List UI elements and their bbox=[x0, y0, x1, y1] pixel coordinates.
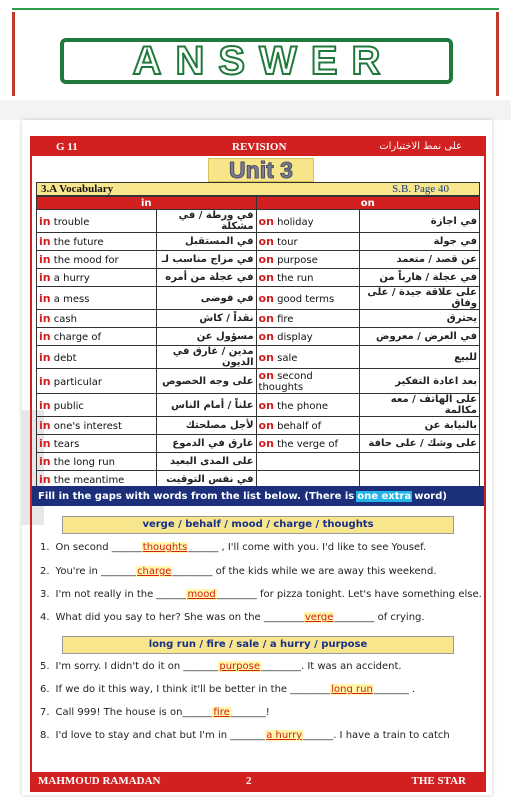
on-keyword: on bbox=[258, 312, 274, 325]
page-header bbox=[32, 138, 484, 156]
on-phrase-cell bbox=[256, 453, 360, 471]
in-arabic-meaning: في ورطة / في مشكلة bbox=[156, 210, 256, 233]
worksheet-page bbox=[22, 120, 492, 795]
question-item bbox=[40, 730, 450, 741]
on-phrase-cell bbox=[256, 269, 360, 287]
in-phrase-cell bbox=[37, 310, 157, 328]
instruction-text: Fill in the gaps with words from the list below. (There is bbox=[38, 490, 355, 502]
worksheet-frame bbox=[30, 136, 486, 792]
on-phrase-cell bbox=[256, 287, 360, 310]
on-phrase: tour bbox=[277, 237, 298, 248]
question-text-after: ______ , I'll come with you. I'd like to see Yousef. bbox=[188, 542, 427, 553]
on-arabic-meaning: يحترق bbox=[360, 310, 480, 328]
on-arabic-meaning: للبيع bbox=[360, 346, 480, 369]
instruction-text-end: word) bbox=[414, 490, 447, 502]
answer-word: purpose bbox=[219, 661, 260, 672]
on-keyword: on bbox=[258, 330, 274, 343]
table-row bbox=[37, 251, 480, 269]
on-phrase: display bbox=[277, 332, 313, 343]
in-phrase: debt bbox=[53, 352, 77, 364]
on-arabic-meaning: على الهاتف / معه مكالمة bbox=[360, 394, 480, 417]
in-arabic-meaning: غارق في الدموع bbox=[156, 435, 256, 453]
question-number: 6. bbox=[40, 684, 50, 695]
on-phrase-cell bbox=[256, 328, 360, 346]
question-number: 1. bbox=[40, 542, 50, 553]
table-row bbox=[37, 453, 480, 471]
question-item bbox=[40, 684, 415, 695]
in-arabic-meaning: علناً / أمام الناس bbox=[156, 394, 256, 417]
in-phrase-cell bbox=[37, 269, 157, 287]
in-phrase: a mess bbox=[53, 293, 90, 305]
question-text-before: On second ______ bbox=[55, 542, 142, 553]
grade-label: G 11 bbox=[56, 141, 78, 153]
in-phrase-cell bbox=[37, 251, 157, 269]
in-arabic-meaning: مسؤول عن bbox=[156, 328, 256, 346]
in-keyword: in bbox=[39, 437, 51, 450]
in-phrase-cell bbox=[37, 417, 157, 435]
question-number: 7. bbox=[40, 707, 50, 718]
answer-word: fire bbox=[213, 707, 230, 718]
on-arabic-meaning: بالنيابة عن bbox=[360, 417, 480, 435]
on-phrase-cell bbox=[256, 346, 360, 369]
word-list-1: verge / behalf / mood / charge / thoughts bbox=[62, 516, 454, 534]
table-row bbox=[37, 233, 480, 251]
question-text-after: ________ of the kids while we are away this weekend. bbox=[172, 566, 437, 577]
in-phrase: charge of bbox=[53, 332, 102, 343]
question-item bbox=[40, 612, 425, 623]
in-phrase: the mood for bbox=[53, 255, 119, 266]
on-phrase-cell bbox=[256, 310, 360, 328]
on-phrase: the verge of bbox=[277, 439, 339, 450]
revision-label: REVISION bbox=[232, 141, 287, 153]
in-arabic-meaning: نقداً / كاش bbox=[156, 310, 256, 328]
on-keyword: on bbox=[258, 235, 274, 248]
question-item bbox=[40, 661, 402, 672]
on-phrase: the run bbox=[277, 273, 314, 284]
on-keyword: on bbox=[258, 398, 274, 412]
in-phrase: one's interest bbox=[53, 421, 122, 432]
table-row bbox=[37, 269, 480, 287]
on-keyword: on bbox=[258, 291, 274, 305]
in-phrase: a hurry bbox=[53, 273, 90, 284]
question-text-before: If we do it this way, I think it'll be better in the ________ bbox=[55, 684, 331, 695]
in-phrase: public bbox=[53, 400, 84, 412]
question-number: 2. bbox=[40, 566, 50, 577]
question-text-after: _______ . bbox=[373, 684, 416, 695]
answer-word: charge bbox=[137, 566, 172, 577]
vocabulary-label: 3.A Vocabulary bbox=[41, 183, 114, 195]
in-phrase: trouble bbox=[53, 216, 90, 228]
in-keyword: in bbox=[39, 455, 51, 468]
table-row bbox=[37, 394, 480, 417]
author-name: MAHMOUD RAMADAN bbox=[38, 775, 161, 787]
table-row bbox=[37, 369, 480, 394]
on-phrase-cell bbox=[256, 251, 360, 269]
table-row bbox=[37, 287, 480, 310]
question-item bbox=[40, 542, 426, 553]
question-text-before: I'm sorry. I didn't do it on _______ bbox=[55, 661, 219, 672]
on-keyword: on bbox=[258, 437, 274, 450]
in-keyword: in bbox=[39, 291, 51, 305]
on-keyword: on bbox=[258, 419, 274, 432]
question-text-after: ________ for pizza tonight. Let's have something else. bbox=[216, 589, 482, 600]
answer-word: a hurry bbox=[266, 730, 303, 741]
in-keyword: in bbox=[39, 214, 51, 228]
on-keyword: on bbox=[258, 350, 274, 364]
question-number: 8. bbox=[40, 730, 50, 741]
answer-word: thoughts bbox=[142, 542, 188, 553]
on-phrase-cell bbox=[256, 210, 360, 233]
question-number: 5. bbox=[40, 661, 50, 672]
on-keyword: on bbox=[258, 214, 274, 228]
on-phrase: good terms bbox=[277, 293, 335, 305]
on-arabic-meaning: في عجلة / هارباً من bbox=[360, 269, 480, 287]
answer-title: ANSWER bbox=[132, 38, 395, 83]
on-phrase-cell bbox=[256, 369, 360, 394]
on-keyword: on bbox=[258, 271, 274, 284]
page-gap bbox=[0, 100, 511, 120]
question-item bbox=[40, 589, 482, 600]
on-phrase-cell bbox=[256, 417, 360, 435]
in-keyword: in bbox=[39, 374, 51, 388]
question-text-before: You're in _______ bbox=[55, 566, 137, 577]
in-arabic-meaning: في مزاج مناسب لـ bbox=[156, 251, 256, 269]
page-number: 2 bbox=[246, 775, 252, 787]
question-item bbox=[40, 707, 270, 718]
answer-word: mood bbox=[187, 589, 216, 600]
on-phrase: holiday bbox=[277, 216, 314, 228]
in-keyword: in bbox=[39, 473, 51, 486]
in-phrase: cash bbox=[53, 314, 77, 325]
question-text-before: What did you say to her? She was on the ________ bbox=[55, 612, 304, 623]
on-phrase-cell bbox=[256, 435, 360, 453]
table-row bbox=[37, 435, 480, 453]
in-arabic-meaning: في فوضى bbox=[156, 287, 256, 310]
in-phrase-cell bbox=[37, 287, 157, 310]
column-on-header: on bbox=[256, 197, 479, 210]
in-phrase-cell bbox=[37, 435, 157, 453]
word-list-2: long run / fire / sale / a hurry / purpose bbox=[62, 636, 454, 654]
in-arabic-meaning: في المستقبل bbox=[156, 233, 256, 251]
table-header-row bbox=[37, 197, 480, 210]
question-text-before: Call 999! The house is on______ bbox=[55, 707, 213, 718]
question-number: 3. bbox=[40, 589, 50, 600]
question-number: 4. bbox=[40, 612, 50, 623]
on-arabic-meaning: في جولة bbox=[360, 233, 480, 251]
vocabulary-table bbox=[36, 196, 480, 489]
in-keyword: in bbox=[39, 350, 51, 364]
on-phrase: purpose bbox=[277, 255, 318, 266]
answer-banner bbox=[0, 0, 511, 100]
on-arabic-meaning: في اجازة bbox=[360, 210, 480, 233]
in-phrase: tears bbox=[53, 439, 80, 450]
answer-title-box bbox=[60, 38, 453, 84]
on-phrase: behalf of bbox=[277, 421, 322, 432]
in-arabic-meaning: على وجه الخصوص bbox=[156, 369, 256, 394]
in-keyword: in bbox=[39, 271, 51, 284]
answer-word: verge bbox=[304, 612, 334, 623]
on-phrase: second thoughts bbox=[258, 371, 313, 393]
in-keyword: in bbox=[39, 253, 51, 266]
unit-title-box bbox=[208, 158, 314, 182]
instruction-highlight: one extra bbox=[357, 490, 412, 502]
student-book-page: S.B. Page 40 bbox=[392, 183, 449, 195]
column-in-header: in bbox=[37, 197, 257, 210]
question-text-after: _______! bbox=[230, 707, 270, 718]
on-phrase: sale bbox=[277, 352, 298, 364]
in-phrase-cell bbox=[37, 233, 157, 251]
table-row bbox=[37, 328, 480, 346]
in-keyword: in bbox=[39, 235, 51, 248]
table-row bbox=[37, 346, 480, 369]
table-row bbox=[37, 210, 480, 233]
in-arabic-meaning: على المدى البعيد bbox=[156, 453, 256, 471]
question-text-before: I'm not really in the ______ bbox=[55, 589, 187, 600]
vocabulary-bar bbox=[36, 182, 480, 196]
on-arabic-meaning bbox=[360, 453, 480, 471]
on-phrase-cell bbox=[256, 233, 360, 251]
in-phrase: the long run bbox=[53, 457, 115, 468]
in-phrase: the future bbox=[53, 237, 104, 248]
in-phrase-cell bbox=[37, 328, 157, 346]
question-text-after: ________. It was an accident. bbox=[260, 661, 402, 672]
in-phrase-cell bbox=[37, 369, 157, 394]
in-phrase: the meantime bbox=[53, 475, 125, 486]
in-phrase-cell bbox=[37, 453, 157, 471]
in-arabic-meaning: مدين / غارق في الديون bbox=[156, 346, 256, 369]
in-phrase: particular bbox=[53, 376, 102, 388]
exam-style-label: على نمط الاختبارات bbox=[379, 141, 462, 152]
on-arabic-meaning: على وشك / على حافة bbox=[360, 435, 480, 453]
in-keyword: in bbox=[39, 330, 51, 343]
on-arabic-meaning: بعد اعادة التفكير bbox=[360, 369, 480, 394]
answer-word: long run bbox=[331, 684, 373, 695]
in-phrase-cell bbox=[37, 394, 157, 417]
table-row bbox=[37, 417, 480, 435]
question-item bbox=[40, 566, 437, 577]
in-phrase-cell bbox=[37, 346, 157, 369]
on-arabic-meaning: عن قصد / متعمد bbox=[360, 251, 480, 269]
publisher-name: THE STAR bbox=[411, 775, 466, 787]
page-footer bbox=[32, 772, 484, 790]
in-keyword: in bbox=[39, 419, 51, 432]
on-phrase: the phone bbox=[277, 400, 328, 412]
on-phrase: fire bbox=[277, 314, 294, 325]
banner-top-strip bbox=[12, 0, 499, 10]
table-row bbox=[37, 310, 480, 328]
on-phrase-cell bbox=[256, 394, 360, 417]
instruction-bar bbox=[32, 486, 484, 506]
question-text-after: ________ of crying. bbox=[334, 612, 425, 623]
on-keyword: on bbox=[258, 253, 274, 266]
in-arabic-meaning: في عجلة من أمره bbox=[156, 269, 256, 287]
question-text-after: ______. I have a train to catch bbox=[303, 730, 450, 741]
on-arabic-meaning: في العرض / معروض bbox=[360, 328, 480, 346]
in-arabic-meaning: في نفس التوقيت bbox=[156, 471, 256, 489]
on-keyword: on bbox=[258, 369, 274, 382]
in-keyword: in bbox=[39, 398, 51, 412]
in-phrase-cell bbox=[37, 210, 157, 233]
in-arabic-meaning: لأجل مصلحتك bbox=[156, 417, 256, 435]
unit-title: Unit 3 bbox=[229, 156, 293, 183]
on-arabic-meaning: على علاقة جيدة / على وفاق bbox=[360, 287, 480, 310]
in-keyword: in bbox=[39, 312, 51, 325]
question-text-before: I'd love to stay and chat but I'm in _______ bbox=[55, 730, 266, 741]
